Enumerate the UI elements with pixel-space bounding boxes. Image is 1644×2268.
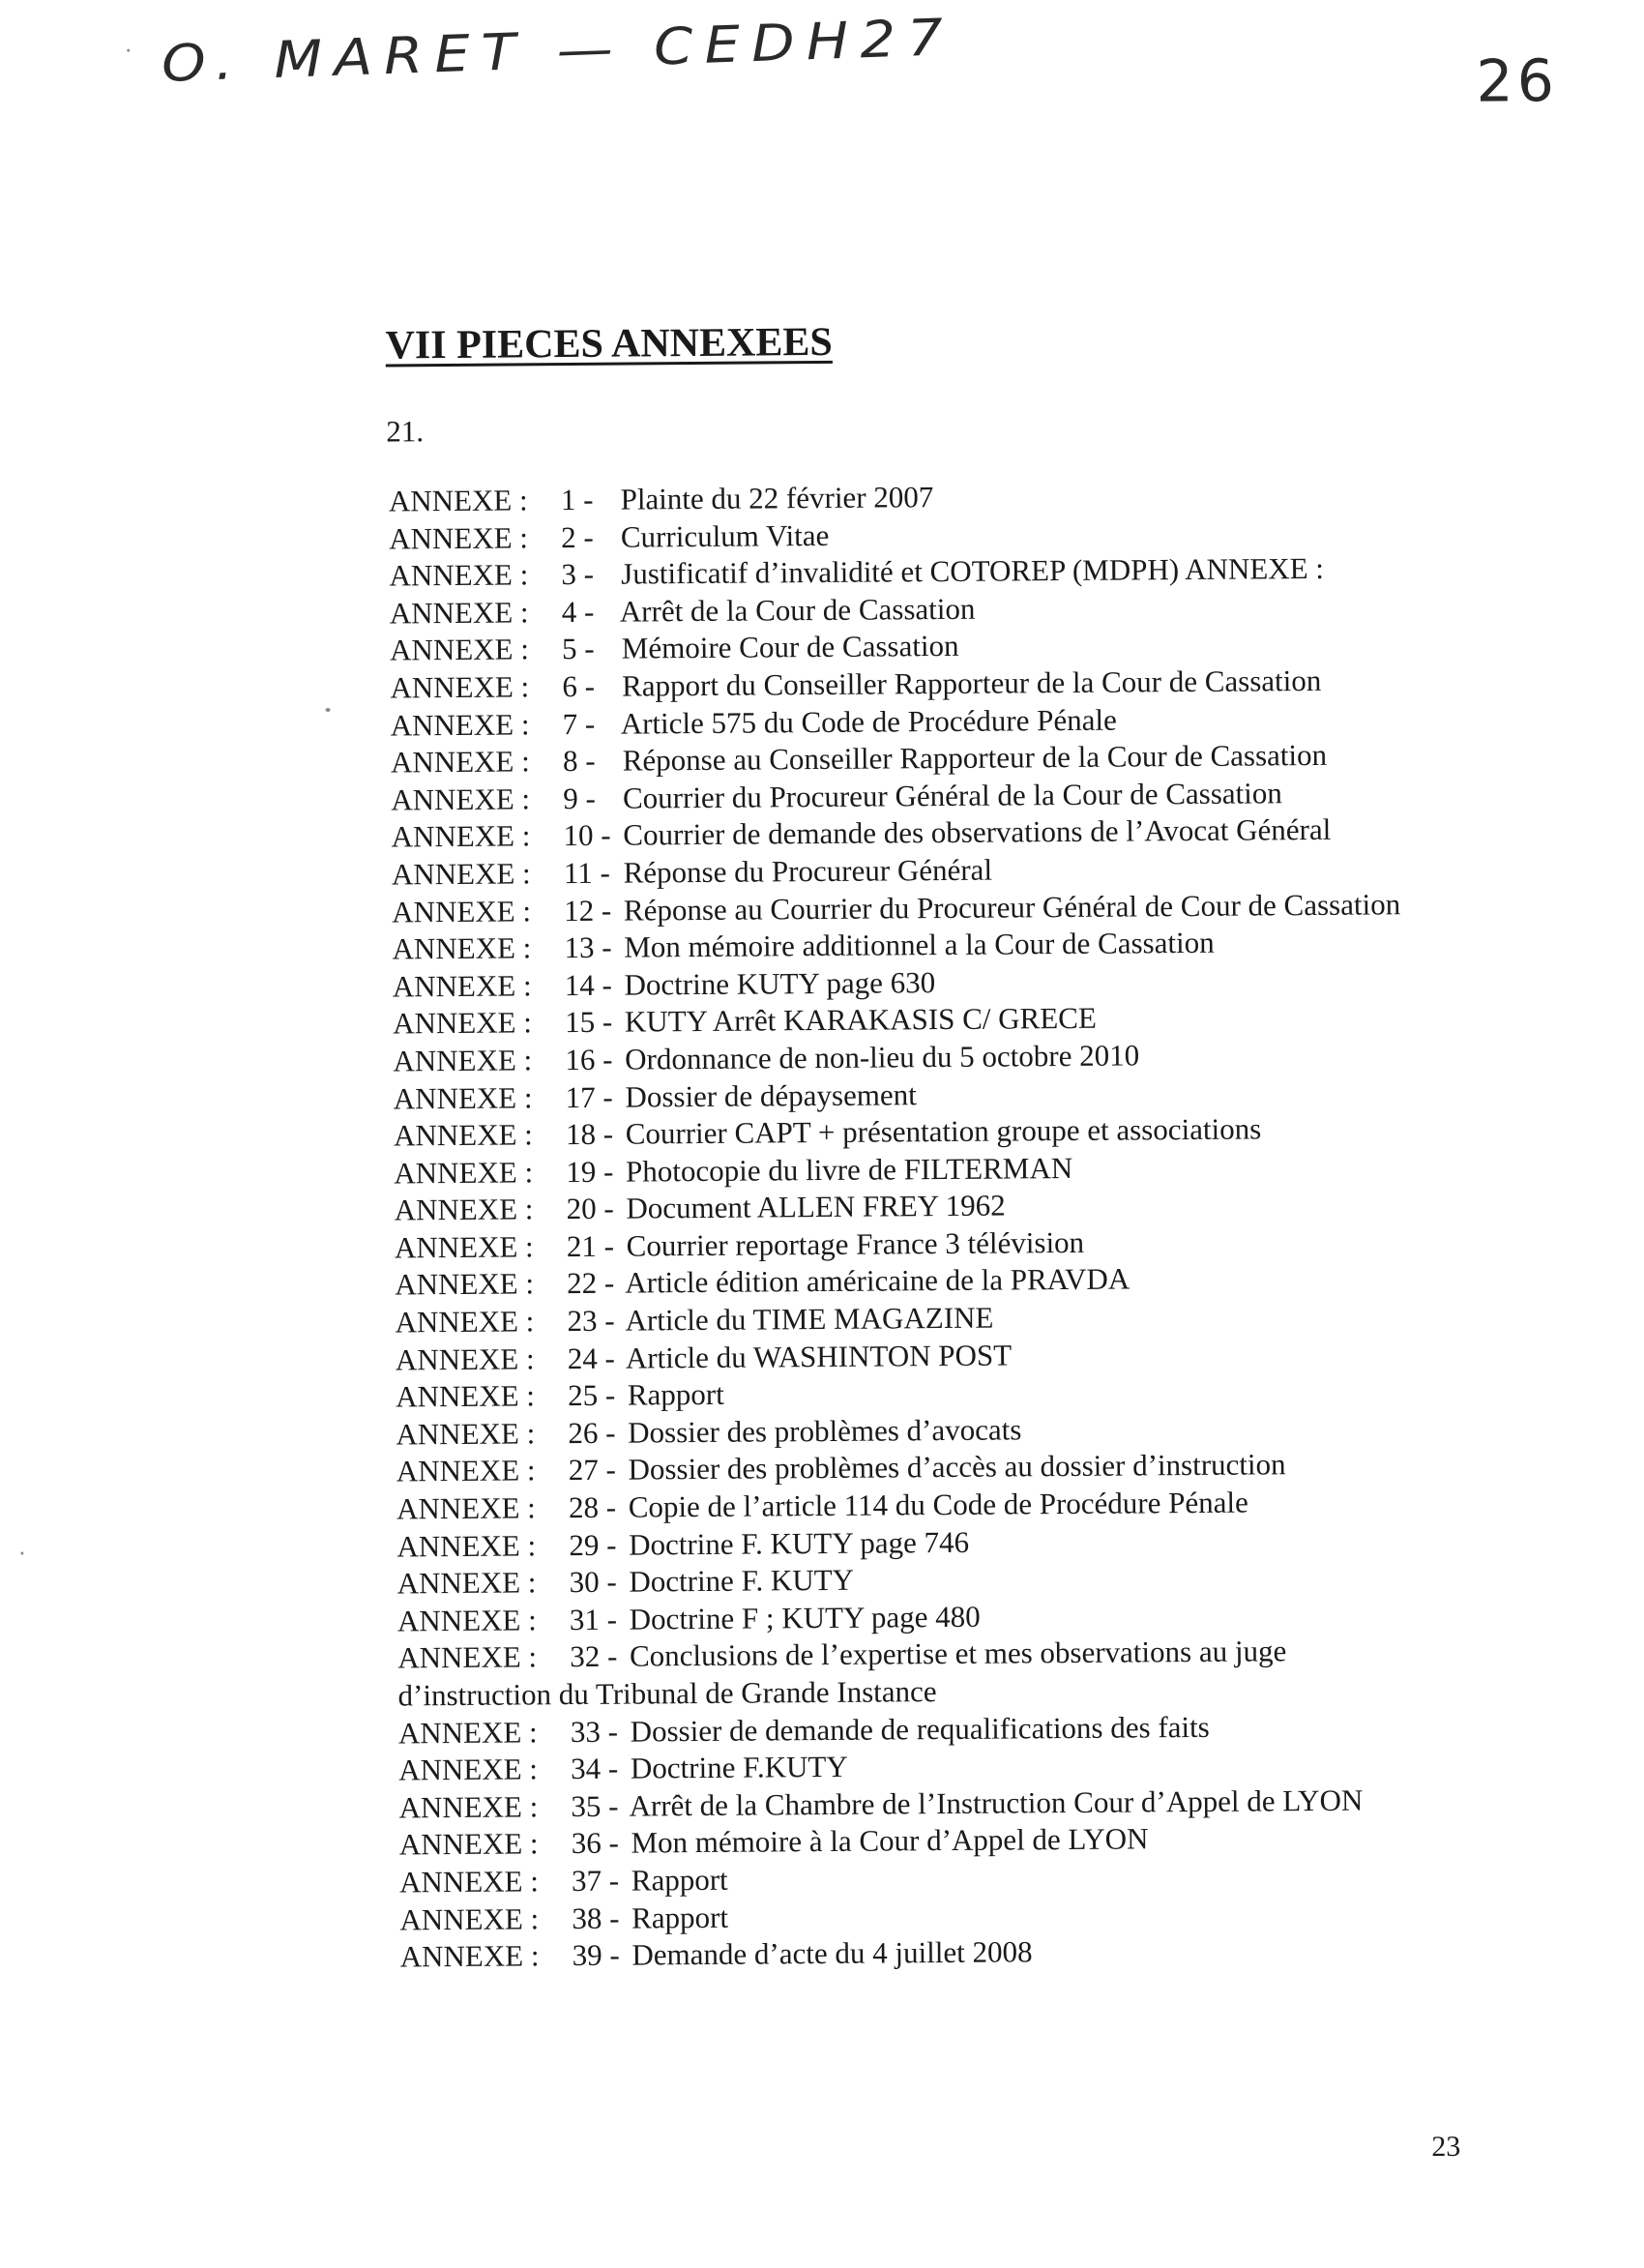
annex-label: ANNEXE :: [392, 930, 532, 966]
annex-number: 35 -: [571, 1788, 619, 1823]
scan-speck: [127, 49, 130, 52]
scan-speck: [20, 1551, 23, 1554]
annex-title: Rapport: [631, 1900, 729, 1935]
annex-label: ANNEXE :: [394, 1229, 534, 1265]
annex-number: 36 -: [571, 1826, 619, 1861]
annex-label: ANNEXE :: [396, 1527, 537, 1564]
annex-number: 21 -: [566, 1228, 615, 1263]
annex-label: ANNEXE :: [398, 1864, 540, 1900]
annex-number: 5 -: [561, 632, 595, 666]
annex-title: Arrêt de la Cour de Cassation: [619, 591, 976, 629]
annex-title: Doctrine F ; KUTY page 480: [629, 1599, 981, 1636]
annex-number: 32 -: [570, 1639, 618, 1674]
annex-continuation-text: d’instruction du Tribunal de Grande Instance: [397, 1674, 937, 1713]
annex-number: 3 -: [561, 557, 595, 592]
annex-title: Courrier CAPT + présentation groupe et associations: [625, 1111, 1262, 1151]
annex-title: Rapport du Conseiller Rapporteur de la Cour de Cassation: [621, 663, 1322, 703]
annex-number: 1 -: [560, 482, 594, 517]
annex-label: ANNEXE :: [396, 1565, 537, 1601]
annex-title: Mon mémoire à la Cour d’Appel de LYON: [631, 1821, 1149, 1860]
annex-label: ANNEXE :: [389, 632, 530, 667]
annex-label: ANNEXE :: [396, 1490, 536, 1526]
annex-label: ANNEXE :: [394, 1155, 534, 1191]
annex-label: ANNEXE :: [391, 818, 531, 854]
annex-label: ANNEXE :: [389, 557, 529, 593]
annex-number: 38 -: [572, 1900, 620, 1935]
page-number: 23: [1431, 2130, 1461, 2164]
annex-title: Doctrine KUTY page 630: [624, 964, 936, 1002]
annex-label: ANNEXE :: [393, 1043, 533, 1078]
annex-label: ANNEXE :: [395, 1304, 535, 1340]
annex-title: Article du TIME MAGAZINE: [625, 1300, 994, 1338]
annex-label: ANNEXE :: [398, 1752, 539, 1787]
annex-number: 23 -: [567, 1303, 615, 1339]
annex-label: ANNEXE :: [399, 1900, 540, 1937]
annex-number: 10 -: [563, 818, 611, 853]
annex-title: Dossier des problèmes d’accès au dossier d’instruction: [628, 1447, 1286, 1487]
annex-label: ANNEXE :: [392, 968, 532, 1004]
annex-title: Courrier du Procureur Général de la Cour de Cassation: [622, 776, 1282, 815]
annex-title: KUTY Arrêt KARAKASIS C/ GRECE: [624, 1001, 1097, 1039]
annex-label: ANNEXE :: [397, 1714, 538, 1751]
annex-title: Rapport: [631, 1862, 728, 1898]
annex-number: 26 -: [568, 1415, 616, 1450]
annex-item: [400, 1930, 1493, 1976]
annex-title: Réponse au Courrier du Procureur Général de Cour de Cassation: [623, 886, 1401, 928]
annex-title: Dossier de demande de requalifications des faits: [630, 1709, 1210, 1749]
annex-title: Article du WASHINTON POST: [625, 1338, 1013, 1375]
annex-number: 25 -: [568, 1377, 616, 1413]
annex-number: 37 -: [571, 1863, 620, 1899]
annex-label: ANNEXE :: [396, 1378, 536, 1414]
annex-label: ANNEXE :: [393, 1117, 533, 1153]
annex-title: Document ALLEN FREY 1962: [626, 1188, 1006, 1225]
annex-number: 20 -: [566, 1191, 614, 1226]
handwritten-header-note: O. MARET — CEDH27: [161, 7, 956, 94]
annex-title: Mémoire Cour de Cassation: [621, 629, 959, 665]
annex-title: Justificatif d’invalidité et COTOREP (MDPH) ANNEXE :: [621, 551, 1325, 591]
section-title: VII PIECES ANNEXEES: [385, 319, 833, 368]
annex-label: ANNEXE :: [389, 519, 529, 556]
annex-number: 19 -: [566, 1154, 614, 1189]
annex-title: Copie de l’article 114 du Code de Procédure Pénale: [628, 1485, 1248, 1524]
annex-number: 22 -: [567, 1266, 615, 1301]
annex-label: ANNEXE :: [395, 1266, 535, 1302]
annex-number: 31 -: [569, 1602, 618, 1636]
handwritten-page-mark: 26: [1476, 46, 1559, 116]
annex-label: ANNEXE :: [398, 1826, 539, 1862]
annex-number: 18 -: [565, 1116, 614, 1152]
annex-number: 15 -: [564, 1005, 613, 1040]
annex-label: ANNEXE :: [390, 744, 530, 780]
annex-title: Conclusions de l’expertise et mes observations au juge: [629, 1634, 1287, 1673]
annex-number: 33 -: [570, 1714, 619, 1749]
annex-label: ANNEXE :: [399, 1938, 540, 1974]
annex-number: 24 -: [567, 1340, 616, 1375]
annex-number: 27 -: [568, 1453, 616, 1487]
annex-title: Article édition américaine de la PRAVDA: [625, 1261, 1130, 1301]
annex-label: ANNEXE :: [392, 893, 532, 929]
annex-label: ANNEXE :: [391, 856, 531, 892]
annex-label: ANNEXE :: [398, 1789, 539, 1825]
annex-number: 30 -: [569, 1564, 617, 1600]
scan-speck: [326, 708, 331, 712]
annex-number: 8 -: [562, 743, 596, 779]
annex-label: ANNEXE :: [393, 1079, 533, 1115]
annex-label: ANNEXE :: [397, 1639, 538, 1675]
annex-label: ANNEXE :: [396, 1416, 536, 1452]
annex-label: ANNEXE :: [390, 669, 530, 705]
annex-title: Ordonnance de non-lieu du 5 octobre 2010: [625, 1038, 1140, 1076]
annex-title: Doctrine F. KUTY page 746: [628, 1524, 970, 1562]
annex-number: 12 -: [564, 893, 612, 928]
annex-number: 39 -: [572, 1937, 620, 1973]
annex-label: ANNEXE :: [391, 781, 531, 817]
annex-title: Arrêt de la Chambre de l’Instruction Cour d’Appel de LYON: [629, 1782, 1364, 1823]
paragraph-number: 21.: [386, 414, 425, 449]
annex-title: Doctrine F.KUTY: [630, 1749, 848, 1785]
annex-number: 14 -: [564, 967, 613, 1002]
annex-title: Dossier de dépaysement: [625, 1076, 917, 1114]
annex-label: ANNEXE :: [390, 706, 530, 743]
annex-number: 13 -: [564, 929, 612, 965]
annex-title: Article 575 du Code de Procédure Pénale: [620, 702, 1117, 741]
annex-label: ANNEXE :: [392, 1005, 533, 1041]
annex-number: 34 -: [571, 1751, 619, 1786]
annex-title: Curriculum Vitae: [620, 517, 830, 554]
annex-list: [389, 475, 1493, 1977]
annex-label: ANNEXE :: [396, 1603, 537, 1638]
annex-title: Mon mémoire additionnel a la Cour de Cassation: [624, 925, 1215, 964]
annex-title: Rapport: [627, 1377, 724, 1412]
annex-number: 2 -: [561, 519, 594, 554]
annex-number: 7 -: [562, 706, 596, 741]
annex-number: 9 -: [563, 781, 597, 815]
annex-label: ANNEXE :: [388, 483, 528, 518]
annex-title: Courrier reportage France 3 télévision: [626, 1224, 1085, 1263]
annex-title: Demande d’acte du 4 juillet 2008: [631, 1934, 1033, 1972]
annex-title: Dossier des problèmes d’avocats: [628, 1412, 1022, 1450]
annex-number: 11 -: [563, 855, 610, 891]
annex-number: 6 -: [562, 668, 596, 704]
annex-title: Photocopie du livre de FILTERMAN: [625, 1150, 1073, 1189]
annex-label: ANNEXE :: [394, 1192, 534, 1227]
annex-label: ANNEXE :: [395, 1340, 535, 1377]
annex-label: ANNEXE :: [396, 1453, 536, 1488]
annex-number: 16 -: [565, 1042, 613, 1076]
annex-label: ANNEXE :: [389, 595, 529, 631]
annex-title: Plainte du 22 février 2007: [620, 480, 934, 516]
annex-title: Doctrine F. KUTY: [629, 1562, 855, 1599]
annex-number: 17 -: [565, 1079, 613, 1114]
annex-number: 4 -: [561, 594, 595, 629]
annex-title: Courrier de demande des observations de l’Avocat Général: [623, 812, 1332, 852]
annex-title: Réponse du Procureur Général: [623, 852, 993, 890]
annex-number: 28 -: [568, 1489, 617, 1525]
annex-title: Réponse au Conseiller Rapporteur de la Cour de Cassation: [622, 738, 1328, 778]
annex-number: 29 -: [569, 1527, 617, 1562]
